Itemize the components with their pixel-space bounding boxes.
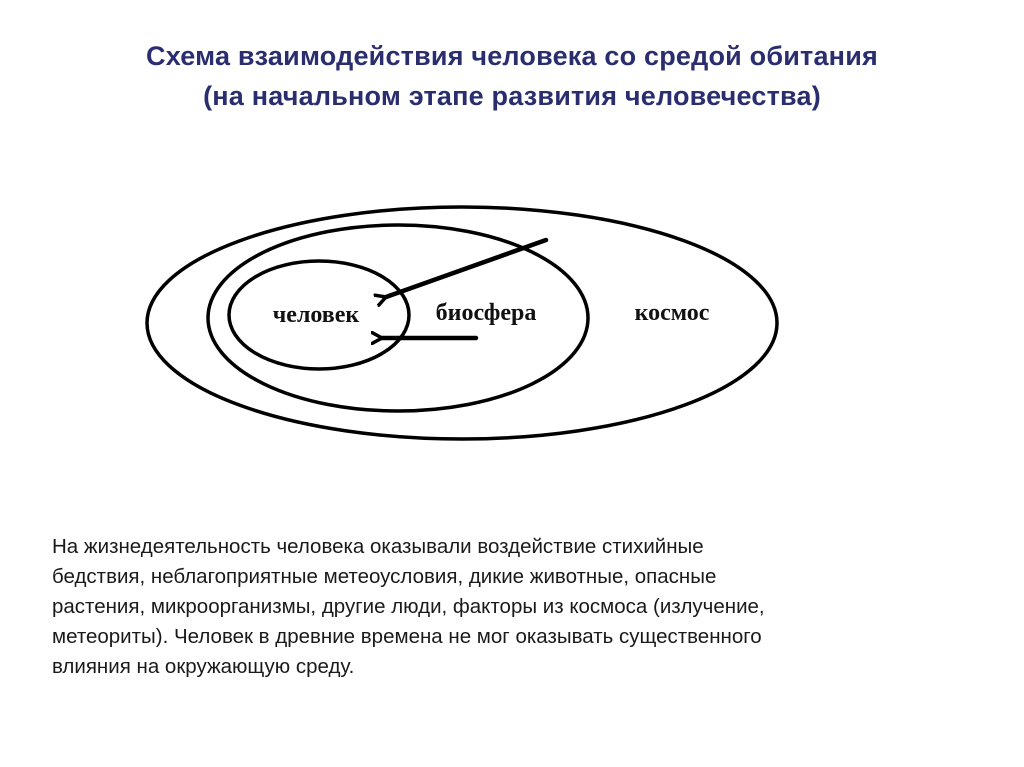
arrow-from-cosmos (386, 240, 546, 297)
label-human: человек (272, 302, 360, 328)
description-line: растения, микроорганизмы, другие люди, факторы из космоса (излучение, (52, 595, 765, 618)
description-line: бедствия, неблагоприятные метеоусловия, дикие животные, опасные (52, 565, 717, 588)
label-biosphere: биосфера (435, 300, 537, 326)
slide-title-line-1: Схема взаимодействия человека со средой обитания (146, 41, 878, 71)
description-line: влияния на окружающую среду. (52, 655, 355, 678)
label-cosmos: космос (634, 300, 710, 326)
slide-title-line-2: (на начальном этапе развития человечества) (203, 81, 821, 111)
description-line: метеориты). Человек в древние времена не мог оказывать существенного (52, 625, 762, 648)
description-line: На жизнедеятельность человека оказывали воздействие стихийные (52, 535, 704, 558)
description-paragraph (52, 532, 972, 682)
